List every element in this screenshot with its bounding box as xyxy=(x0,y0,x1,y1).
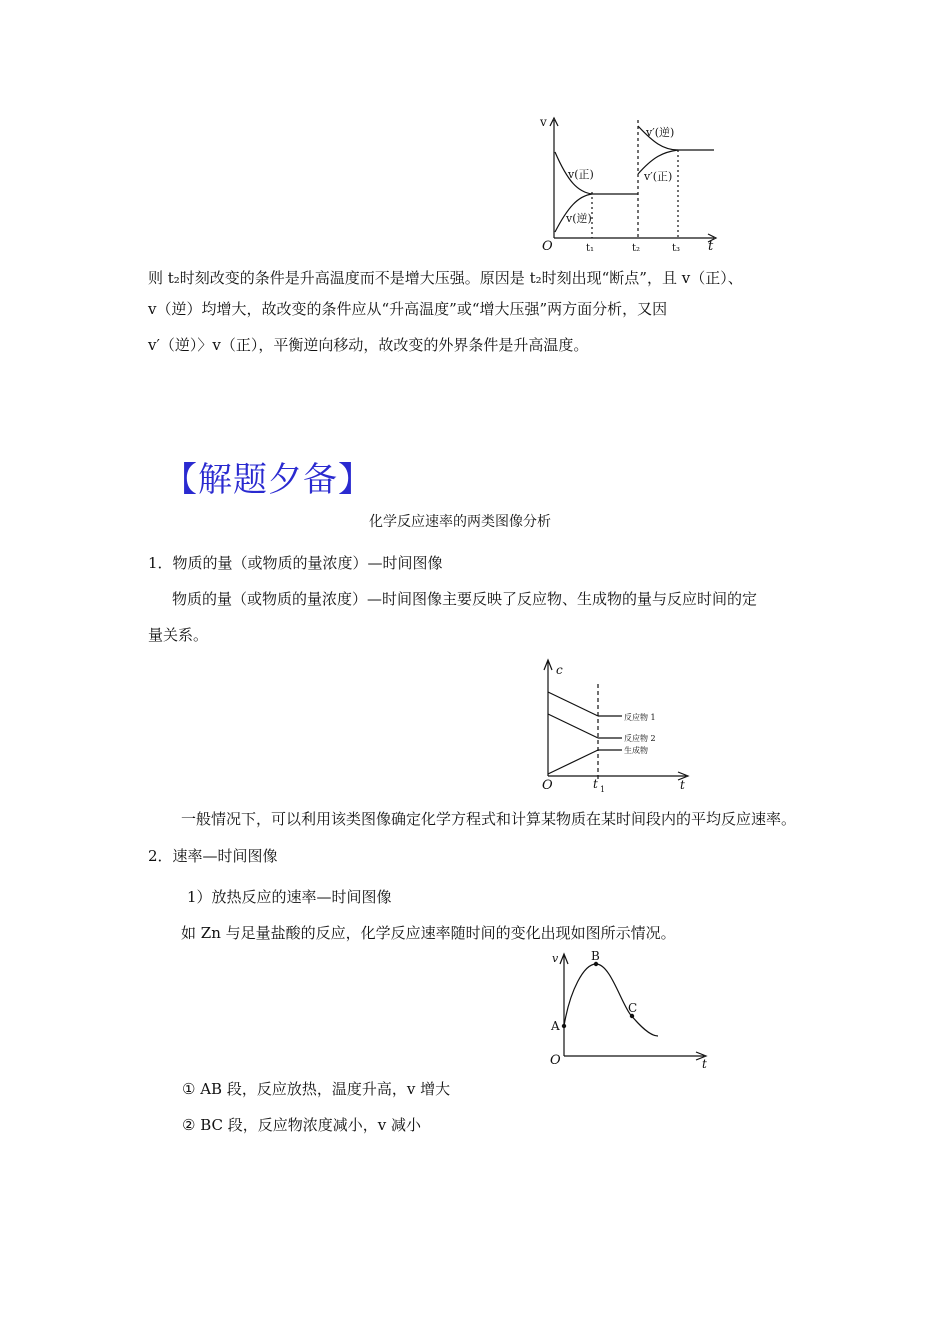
fig2-origin: O xyxy=(542,778,553,793)
fig1-y-label: v xyxy=(540,115,547,129)
section-subtitle: 化学反应速率的两类图像分析 xyxy=(369,514,551,530)
fig2-x-label: t xyxy=(680,778,685,792)
fig1-label-vprime-reverse: v′(逆) xyxy=(646,126,675,139)
item2-body: 如 Zn 与足量盐酸的反应，化学反应速率随时间的变化出现如图所示情况。 xyxy=(181,924,676,942)
note-1: ① AB 段，反应放热，温度升高，v 增大 xyxy=(182,1080,451,1098)
fig1-tick-3: t₃ xyxy=(672,243,681,254)
item1-title: 1．物质的量（或物质的量浓度）—时间图像 xyxy=(148,554,443,572)
item1-body-line2: 量关系。 xyxy=(148,626,209,644)
fig1-x-label: t xyxy=(708,239,714,254)
fig1-label-v-reverse: v(逆) xyxy=(566,212,592,225)
para1-line2: v（逆）均增大，故改变的条件应从“升高温度”或“增大压强”两方面分析，又因 xyxy=(148,300,668,318)
note-2: ② BC 段，反应物浓度减小，v 减小 xyxy=(182,1116,422,1134)
item2-title: 2．速率—时间图像 xyxy=(148,847,278,865)
fig1-origin: O xyxy=(542,239,553,254)
fig2-series-reactant1: 反应物 1 xyxy=(624,713,656,722)
fig2-tick-t: t xyxy=(593,777,598,791)
fig1-tick-1: t₁ xyxy=(586,243,595,254)
fig2-tick-sub: 1 xyxy=(600,785,606,794)
rate-time-figure-1 xyxy=(528,112,728,254)
concentration-time-figure xyxy=(538,656,698,794)
fig2-series-reactant2: 反应物 2 xyxy=(624,734,656,743)
item1-body-line1: 物质的量（或物质的量浓度）—时间图像主要反映了反应物、生成物的量与反应时间的定 xyxy=(172,590,758,608)
fig3-y-label: v xyxy=(552,952,559,965)
item2-sub1: 1）放热反应的速率—时间图像 xyxy=(187,888,392,906)
fig1-tick-2: t₂ xyxy=(632,243,641,254)
para1-line3: v′（逆）〉v（正），平衡逆向移动，故改变的外界条件是升高温度。 xyxy=(148,336,589,354)
section-heading: 【解题夕备】 xyxy=(163,460,373,500)
fig3-point-b: B xyxy=(591,950,600,963)
fig2-series-product: 生成物 xyxy=(624,746,648,755)
fig3-x-label: t xyxy=(702,1057,707,1071)
fig1-label-v-forward: v(正) xyxy=(568,168,594,181)
exothermic-rate-figure xyxy=(546,950,716,1072)
fig3-point-a: A xyxy=(551,1019,560,1033)
para1-line1: 则 t₂时刻改变的条件是升高温度而不是增大压强。原因是 t₂时刻出现“断点”，且 v（正）、 xyxy=(148,269,743,287)
fig3-point-c: C xyxy=(628,1001,638,1015)
fig3-origin: O xyxy=(550,1053,561,1068)
para2: 一般情况下，可以利用该类图像确定化学方程式和计算某物质在某时间段内的平均反应速率。 xyxy=(181,810,797,828)
fig1-label-vprime-forward: v′(正) xyxy=(644,170,673,183)
fig2-y-label: c xyxy=(556,663,563,677)
